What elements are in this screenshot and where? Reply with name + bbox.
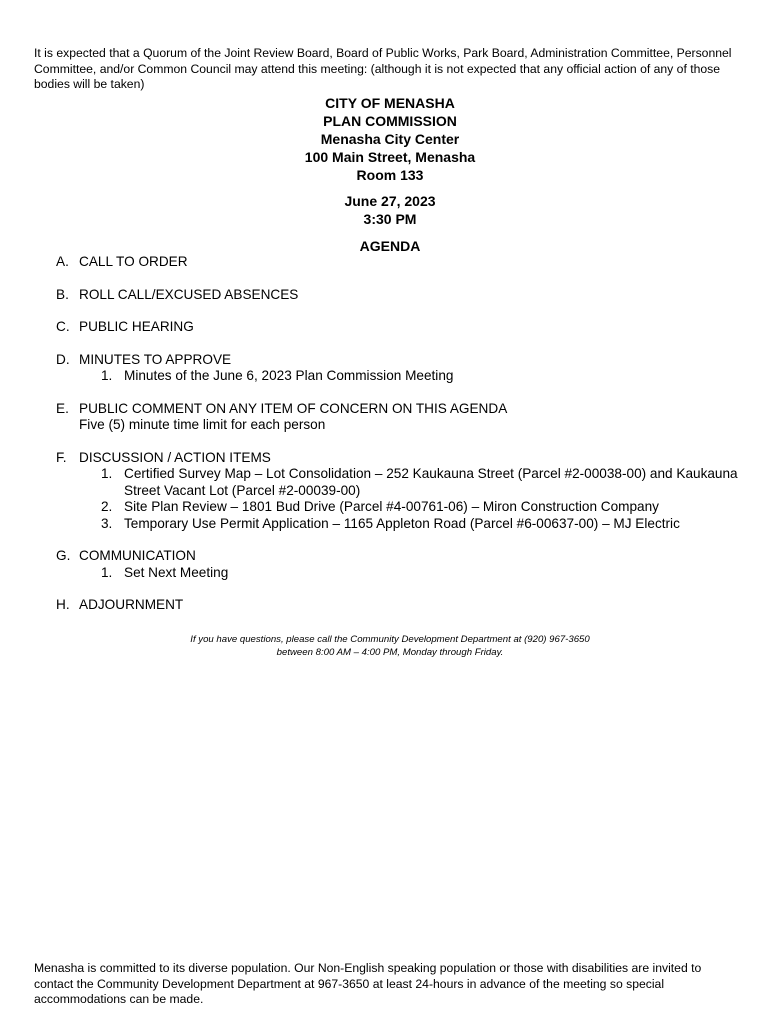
- section-letter: F.: [56, 449, 67, 465]
- agenda-title: AGENDA: [359, 238, 421, 254]
- meeting-date: June 27, 2023: [344, 193, 436, 209]
- agenda-section: [56, 548, 746, 581]
- agenda-item: [56, 565, 746, 582]
- item-text: Set Next Meeting: [124, 564, 229, 580]
- item-number: 1.: [101, 564, 113, 580]
- item-number: 1.: [101, 466, 113, 481]
- commission-name: PLAN COMMISSION: [323, 113, 457, 129]
- section-title: ROLL CALL/EXCUSED ABSENCES: [79, 286, 299, 302]
- section-note: Five (5) minute time limit for each person: [79, 417, 326, 432]
- section-title: CALL TO ORDER: [79, 254, 188, 269]
- section-title: MINUTES TO APPROVE: [79, 351, 232, 367]
- venue-address: 100 Main Street, Menasha: [304, 149, 476, 165]
- item-number: 2.: [101, 499, 113, 514]
- agenda-section: [56, 254, 746, 271]
- item-text: Certified Survey Map – Lot Consolidation – 252 Kaukauna Street (Parcel #2-00038-00) and Kaukauna Street Vacant Lot (Parcel #2-00039-00): [124, 466, 738, 498]
- agenda-section: [56, 597, 746, 614]
- meeting-time: 3:30 PM: [363, 211, 417, 227]
- section-title: DISCUSSION / ACTION ITEMS: [79, 449, 271, 465]
- section-title: ADJOURNMENT: [79, 597, 184, 612]
- agenda-item: [56, 368, 746, 385]
- agenda-section: [56, 287, 746, 304]
- section-letter: B.: [56, 286, 69, 302]
- meeting-header: [0, 94, 770, 228]
- contact-line-1: If you have questions, please call the Community Development Department at (920) 967-3650: [190, 634, 590, 645]
- section-letter: G.: [56, 548, 71, 563]
- section-title: PUBLIC COMMENT ON ANY ITEM OF CONCERN ON THIS AGENDA: [79, 400, 508, 416]
- section-letter: E.: [56, 400, 69, 416]
- city-name: CITY OF MENASHA: [325, 95, 455, 111]
- agenda-item: [56, 516, 746, 533]
- section-title: COMMUNICATION: [79, 548, 196, 563]
- item-text: Temporary Use Permit Application – 1165 Appleton Road (Parcel #6-00637-00) – MJ Electric: [124, 515, 680, 531]
- quorum-notice: It is expected that a Quorum of the Joint Review Board, Board of Public Works, Park Board, Administration Committee, Personnel Committee, and/or Common Council may attend this meeting: (although it is not expected that any official action of any of those bodies will be taken): [34, 46, 732, 91]
- contact-note: [0, 634, 770, 659]
- contact-line-2: between 8:00 AM – 4:00 PM, Monday through Friday.: [276, 646, 504, 658]
- accessibility-footer: Menasha is committed to its diverse population. Our Non-English speaking population or those with disabilities are invited to contact the Community Development Department at 967-3650 at least 24-hours in advance of the meeting so special accommodations can be made.: [34, 961, 702, 1006]
- item-number: 3.: [101, 515, 113, 531]
- item-text: Site Plan Review – 1801 Bud Drive (Parcel #4-00761-06) – Miron Construction Company: [124, 499, 659, 514]
- agenda-list: [56, 254, 746, 630]
- agenda-item: [56, 466, 746, 499]
- section-letter: H.: [56, 597, 70, 612]
- section-title: PUBLIC HEARING: [79, 319, 194, 334]
- agenda-section: [56, 319, 746, 336]
- agenda-section: [56, 450, 746, 533]
- section-letter: A.: [56, 254, 69, 269]
- item-number: 1.: [101, 368, 113, 383]
- item-text: Minutes of the June 6, 2023 Plan Commission Meeting: [124, 368, 454, 383]
- venue-room: Room 133: [356, 167, 424, 183]
- agenda-section: [56, 401, 746, 434]
- agenda-section: [56, 352, 746, 385]
- agenda-item: [56, 499, 746, 516]
- venue-name: Menasha City Center: [320, 131, 460, 147]
- section-letter: C.: [56, 319, 70, 334]
- section-letter: D.: [56, 351, 70, 367]
